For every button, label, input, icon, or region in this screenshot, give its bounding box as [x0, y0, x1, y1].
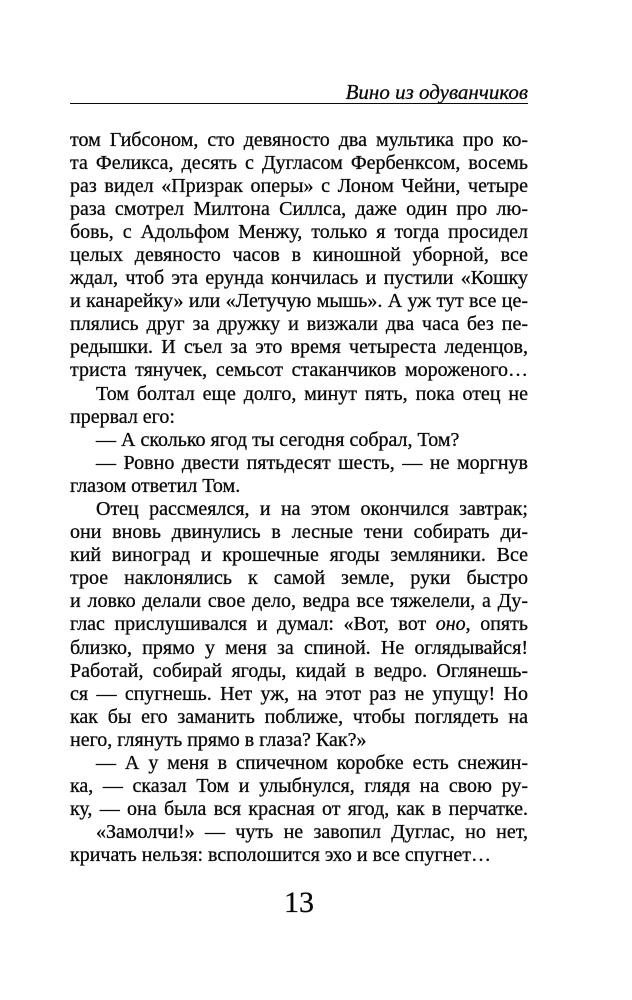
text-line: ку, — она была вся красная от ягод, как в перчатке.: [70, 798, 528, 821]
paragraph: [70, 129, 528, 383]
text-line: Отец рассмеялся, и на этом окончился завтрак;: [96, 498, 528, 520]
text-line: раза смотрел Милтона Силлса, даже один про лю-: [70, 197, 528, 220]
text-line: — Ровно двести пятьдесят шесть, — не моргнув: [96, 451, 528, 474]
text-line: как бы его заманить поближе, чтобы поглядеть на: [70, 705, 528, 728]
text-line: плялись друг за дружку и визжали два часа без пе-: [70, 313, 528, 336]
paragraph: [70, 452, 528, 498]
text-line: — А у меня в спичечном коробке есть снежин-: [96, 752, 528, 775]
paragraph: [70, 383, 528, 429]
text-line: Работай, собирай ягоды, кидай в ведро. Оглянешь-: [70, 659, 528, 682]
text-line: том Гибсоном, сто девяносто два мультика про ко-: [70, 128, 528, 151]
text-line: кий виноград и крошечные ягоды земляники. Все: [70, 544, 528, 567]
text-line: и ловко делали свое дело, ведра все тяжелели, а Ду-: [70, 590, 528, 613]
text-line: него, глянуть прямо в глаза? Как?»: [70, 728, 367, 751]
text-line: та Феликса, десять с Дугласом Фербенксом, восемь: [70, 151, 528, 174]
running-header: Вино из одуванчиков: [345, 80, 528, 104]
text-line: раз видел «Призрак оперы» с Лоном Чейни, четыре: [70, 174, 528, 197]
text-line: глазом ответил Том.: [70, 474, 241, 497]
text-line: ждал, чтоб эта ерунда кончилась и пустили «Кошку: [70, 267, 528, 290]
text-line: прервал его:: [70, 405, 175, 428]
text-line: и канарейку» или «Летучую мышь». А уж тут все це-: [70, 290, 528, 313]
text-line: целых девяносто часов в киношной уборной, все: [70, 243, 528, 266]
text-line: триста тянучек, семьсот стаканчиков мороженого…: [70, 359, 528, 382]
page-number: 13: [284, 886, 314, 919]
text-line-segment: , опять: [465, 613, 528, 636]
paragraph: [70, 498, 528, 752]
text-line: Том болтал еще долго, минут пять, пока отец не: [96, 382, 528, 405]
text-line: [70, 613, 528, 636]
body-text: [70, 129, 528, 868]
text-line: близко, прямо у меня за спиной. Не оглядывайся!: [70, 636, 528, 659]
text-line: трое наклонялись к самой земле, руки быстро: [70, 567, 528, 590]
header-rule: [70, 103, 528, 104]
text-line: бовь, с Адольфом Менжу, только я тогда просидел: [70, 220, 528, 243]
text-line: — А сколько ягод ты сегодня собрал, Том?: [96, 428, 460, 451]
text-line: кричать нельзя: всполошится эхо и все спугнет…: [70, 844, 491, 867]
text-line: ка, — сказал Том и улыбнулся, глядя на свою ру-: [70, 775, 528, 798]
text-line-segment: глас прислушивался и думал: «Вот, вот: [70, 613, 436, 636]
text-line: редышки. И съел за это время четыреста леденцов,: [70, 336, 528, 359]
text-line: ся — спугнешь. Нет уж, на этот раз не упущу! Но: [70, 682, 528, 705]
paragraph: [70, 752, 528, 821]
paragraph: [70, 821, 528, 867]
text-line: они вновь двинулись в лесные тени собирать ди-: [70, 521, 528, 544]
emphasis-text: оно: [435, 613, 466, 636]
paragraph: [70, 429, 528, 452]
text-line: «Замолчи!» — чуть не завопил Дуглас, но нет,: [96, 821, 528, 844]
